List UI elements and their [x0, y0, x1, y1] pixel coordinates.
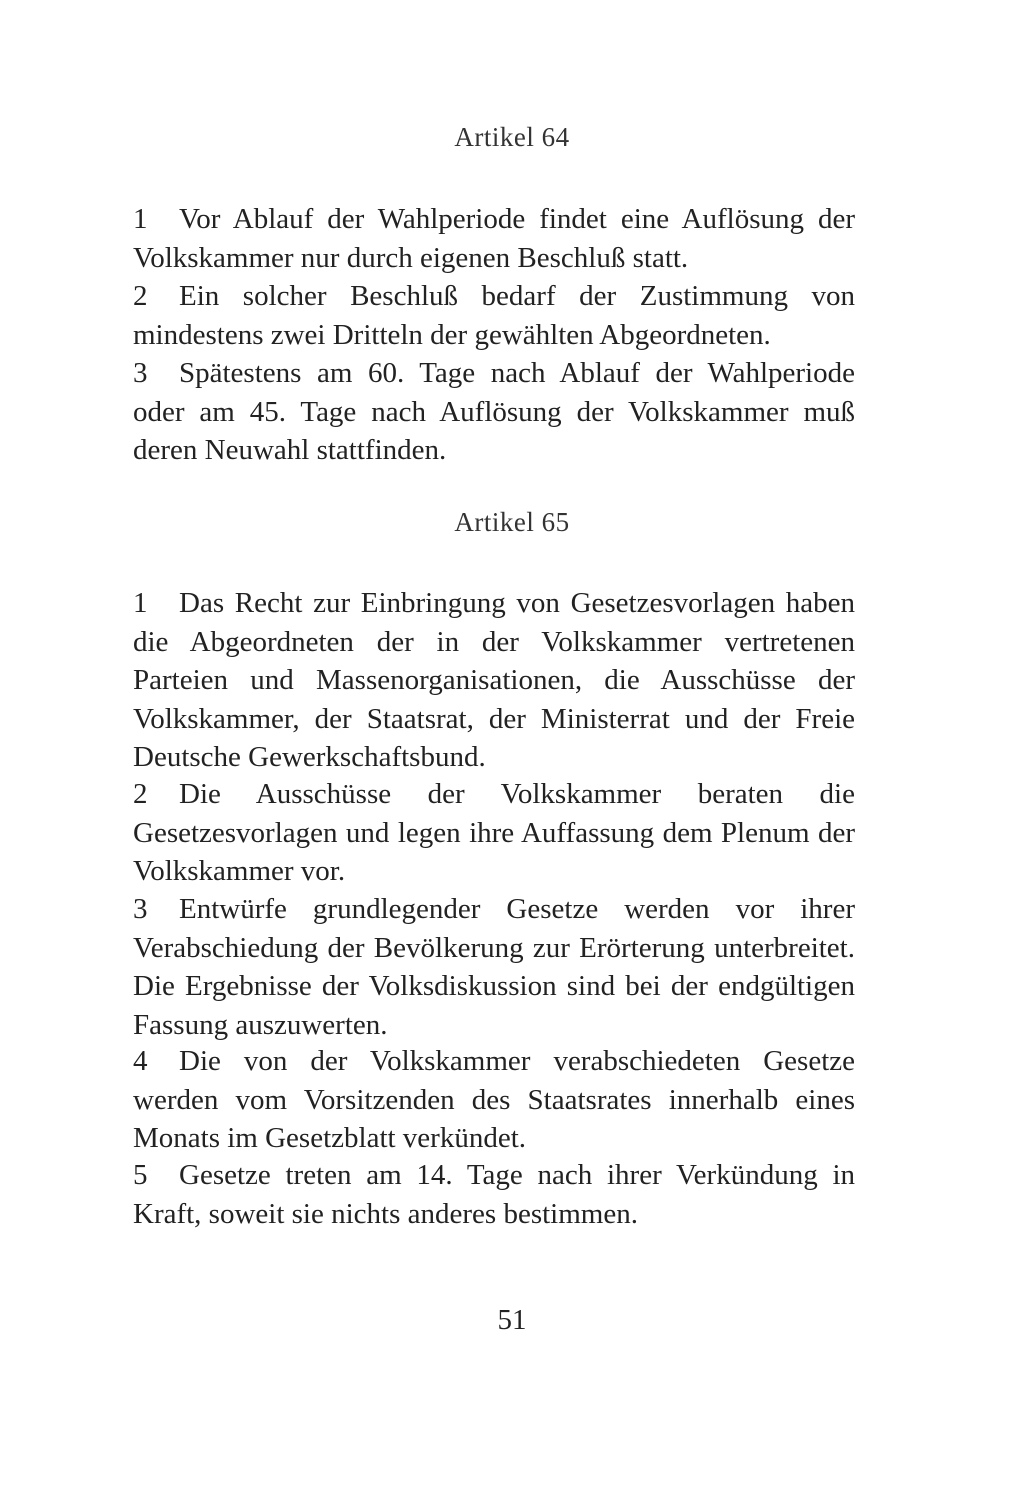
- paragraph-text: Gesetze treten am 14. Tage nach ihrer Verkündung in Kraft, soweit sie nichts anderes bestimmen.: [133, 1159, 855, 1230]
- paragraph-text: Vor Ablauf der Wahlperiode findet eine Auflösung der Volkskammer nur durch eigenen Beschluß statt.: [133, 203, 855, 274]
- paragraph-number: 4: [133, 1045, 148, 1077]
- paragraph-number: 2: [133, 778, 148, 810]
- paragraph-number: 1: [133, 203, 148, 235]
- article-65-paragraph-4: [133, 1042, 855, 1158]
- paragraph-number: 5: [133, 1159, 148, 1191]
- article-65-paragraph-2: [133, 775, 855, 891]
- page-number: 51: [497, 1304, 527, 1336]
- paragraph-number: 3: [133, 357, 148, 389]
- article-65-paragraph-5: [133, 1156, 855, 1233]
- article-65-heading: Artikel 65: [454, 507, 570, 537]
- paragraph-text: Spätestens am 60. Tage nach Ablauf der Wahlperiode oder am 45. Tage nach Auflösung der Volkskammer muß deren Neuwahl stattfinden.: [133, 357, 855, 466]
- paragraph-number: 2: [133, 280, 148, 312]
- paragraph-text: Das Recht zur Einbringung von Gesetzesvorlagen haben die Abgeordneten der in der Volkskammer vertretenen Parteien und Massenorganisationen, die Ausschüsse der Volkskammer, der Staatsrat, der Ministerrat und der Freie Deutsche Gewerkschaftsbund.: [133, 587, 855, 773]
- paragraph-text: Entwürfe grundlegender Gesetze werden vor ihrer Verabschiedung der Bevölkerung zur Erörterung unterbreitet. Die Ergebnisse der Volksdiskussion sind bei der endgültigen Fassung auszuwerten.: [133, 893, 855, 1041]
- paragraph-number: 3: [133, 893, 148, 925]
- article-64-heading: Artikel 64: [454, 122, 570, 152]
- paragraph-text: Die Ausschüsse der Volkskammer beraten die Gesetzesvorlagen und legen ihre Auffassung dem Plenum der Volkskammer vor.: [133, 778, 855, 887]
- article-64-paragraph-1: [133, 200, 855, 277]
- article-65-paragraph-1: [133, 584, 855, 777]
- paragraph-text: Ein solcher Beschluß bedarf der Zustimmung von mindestens zwei Dritteln der gewählten Abgeordneten.: [133, 280, 855, 351]
- article-64-paragraph-2: [133, 277, 855, 354]
- article-64-paragraph-3: [133, 354, 855, 470]
- paragraph-text: Die von der Volkskammer verabschiedeten Gesetze werden vom Vorsitzenden des Staatsrates innerhalb eines Monats im Gesetzblatt verkündet.: [133, 1045, 855, 1154]
- paragraph-number: 1: [133, 587, 148, 619]
- article-65-paragraph-3: [133, 890, 855, 1044]
